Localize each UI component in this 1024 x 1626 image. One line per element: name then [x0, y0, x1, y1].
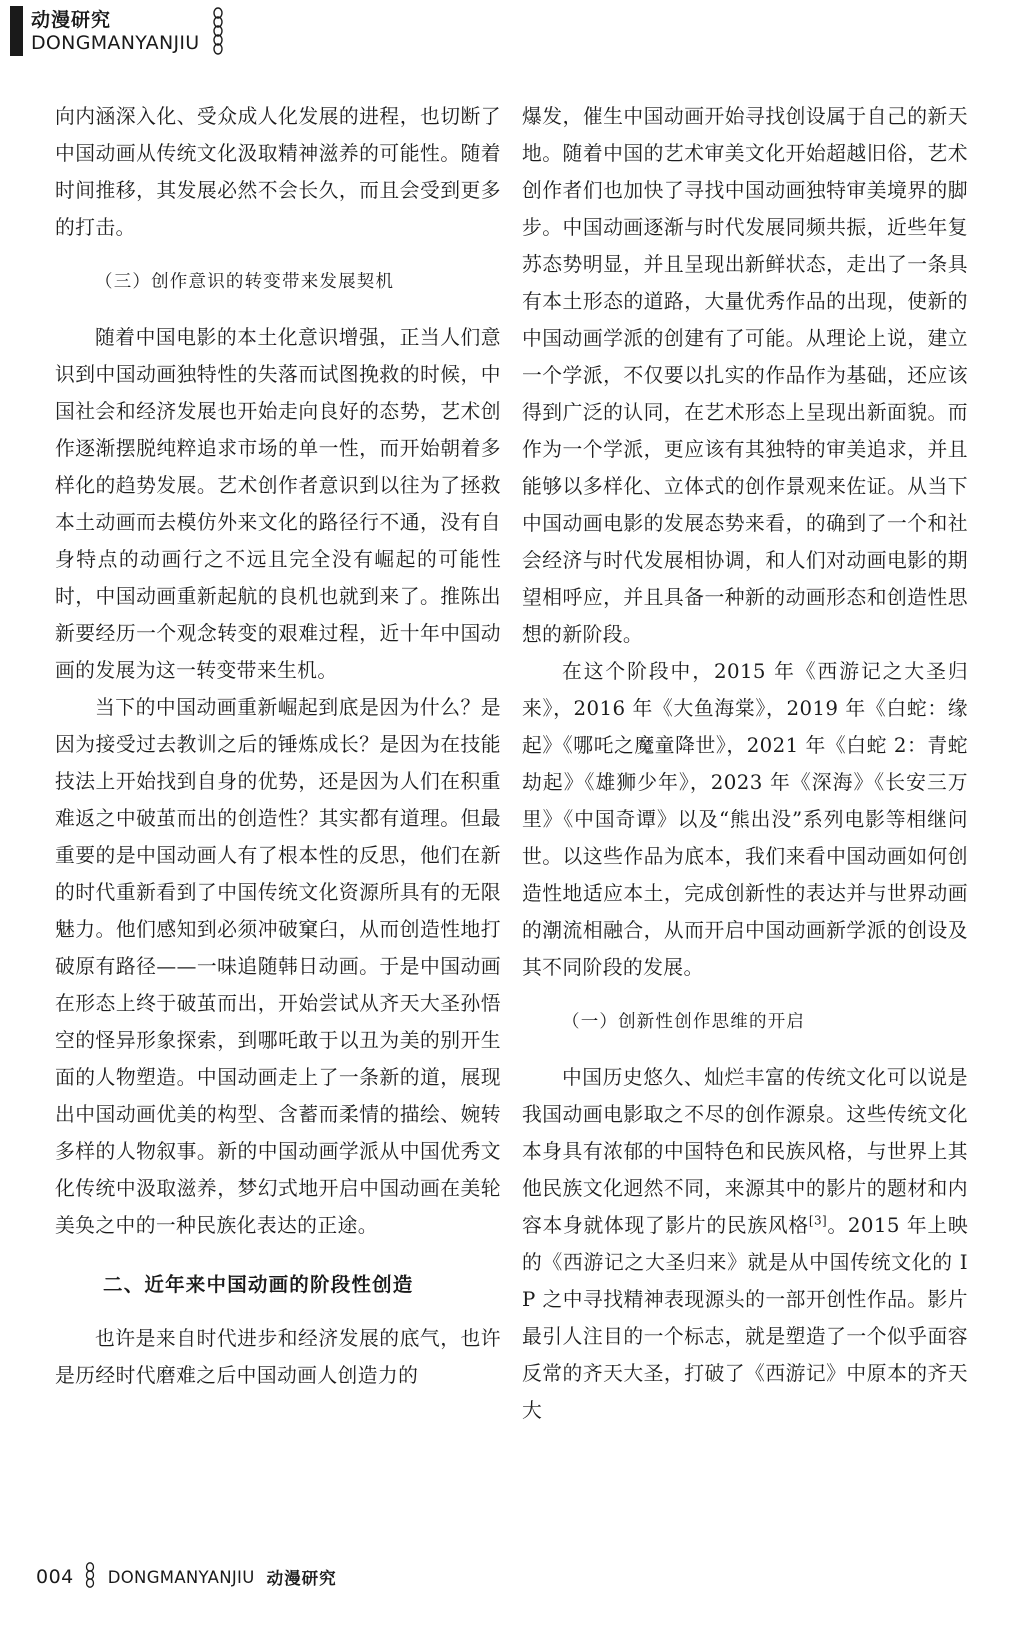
right-paragraph-2: 在这个阶段中，2015 年《西游记之大圣归来》，2016 年《大鱼海棠》，2019 年《白蛇：缘起》《哪吒之魔童降世》，2021 年《白蛇 2：青蛇劫起》《雄狮少年》，2023 年《深海》《长安三万里》《中国奇谭》以及“熊出没”系列电影等相继问世。以这些作品为底本，我们来看中国动画如何创造性地适应本土，完成创新性的表达并与世界动画的潮流相融合，从而开启中国动画新学派的创设及其不同阶段的发展。	[522, 660, 968, 979]
left-paragraph-4: 也许是来自时代进步和经济发展的底气，也许是历经时代磨难之后中国动画人创造力的	[55, 1327, 501, 1387]
header-black-bar	[10, 6, 23, 56]
left-paragraph-3: 当下的中国动画重新崛起到底是因为什么？是因为接受过去教训之后的锤炼成长？是因为在技能技法上开始找到自身的优势，还是因为人们在积重难返之中破茧而出的创造性？其实都有道理。但最重要的是中国动画人有了根本性的反思，他们在新的时代重新看到了中国传统文化资源所具有的无限魅力。他们感知到必须冲破窠臼，从而创造性地打破原有路径——一味追随韩日动画。于是中国动画在形态上终于破茧而出，开始尝试从齐天大圣孙悟空的怪异形象探索，到哪吒敢于以丑为美的别开生面的人物塑造。中国动画走上了一条新的道，展现出中国动画优美的构型、含蓄而柔情的描绘、婉转多样的人物叙事。新的中国动画学派从中国优秀文化传统中汲取滋养，梦幻式地开启中国动画在美轮美奂之中的一种民族化表达的正途。	[55, 696, 501, 1237]
footer-title-en: DONGMANYANJIU	[107, 1567, 255, 1587]
right-paragraph-3-text-a: 中国历史悠久、灿烂丰富的传统文化可以说是我国动画电影取之不尽的创作源泉。这些传统文化本身具有浓郁的中国特色和民族风格，与世界上其他民族文化迥然不同，来源其中的影片的题材和内容本身就体现了影片的民族风格	[522, 1066, 968, 1237]
right-paragraph-3-text-b: 。2015 年上映的《西游记之大圣归来》就是从中国传统文化的 IP 之中寻找精神表现源头的一部开创性作品。影片最引人注目的一个标志，就是塑造了一个似乎面容反常的齐天大圣，打破了《西游记》中原本的齐天大	[522, 1214, 968, 1422]
double-ring-chain-icon	[211, 7, 225, 56]
page-header	[10, 6, 225, 56]
citation-marker: [3]	[808, 1213, 828, 1228]
header-title-cn: 动漫研究	[31, 8, 112, 31]
left-paragraph-2: 随着中国电影的本土化意识增强，正当人们意识到中国动画独特性的失落而试图挽救的时候，中国社会和经济发展也开始走向良好的态势，艺术创作逐渐摆脱纯粹追求市场的单一性，而开始朝着多样化的趋势发展。艺术创作者意识到以往为了拯救本土动画而去模仿外来文化的路径行不通，没有自身特点的动画行之不远且完全没有崛起的可能性时，中国动画重新起航的良机也就到来了。推陈出新要经历一个观念转变的艰难过程，近十年中国动画的发展为这一转变带来生机。	[55, 326, 501, 682]
right-column	[522, 98, 968, 1429]
page-number: 004	[36, 1566, 74, 1588]
right-paragraph-3	[522, 1059, 968, 1429]
left-paragraph-1: 向内涵深入化、受众成人化发展的进程，也切断了中国动画从传统文化汲取精神滋养的可能性。随着时间推移，其发展必然不会长久，而且会受到更多的打击。	[55, 105, 501, 239]
page-footer	[36, 1564, 337, 1590]
subsection-heading-3: （三）创作意识的转变带来发展契机	[95, 272, 395, 292]
header-title-en: DONGMANYANJIU	[31, 31, 200, 54]
subsection-heading-1: （一）创新性创作思维的开启	[562, 1012, 806, 1032]
double-ring-chain-icon	[84, 1562, 96, 1592]
left-column	[55, 98, 501, 1394]
right-paragraph-1: 爆发，催生中国动画开始寻找创设属于自己的新天地。随着中国的艺术审美文化开始超越旧俗，艺术创作者们也加快了寻找中国动画独特审美境界的脚步。中国动画逐渐与时代发展同频共振，近些年复苏态势明显，并且呈现出新鲜状态，走出了一条具有本土形态的道路，大量优秀作品的出现，使新的中国动画学派的创建有了可能。从理论上说，建立一个学派，不仅要以扎实的作品作为基础，还应该得到广泛的认同，在艺术形态上呈现出新面貌。而作为一个学派，更应该有其独特的审美追求，并且能够以多样化、立体式的创作景观来佐证。从当下中国动画电影的发展态势来看，的确到了一个和社会经济与时代发展相协调，和人们对动画电影的期望相呼应，并且具备一种新的动画形态和创造性思想的新阶段。	[522, 105, 968, 646]
footer-title-cn: 动漫研究	[266, 1569, 337, 1588]
section-heading-2: 二、近年来中国动画的阶段性创造	[103, 1273, 414, 1296]
header-title-block	[31, 6, 199, 56]
